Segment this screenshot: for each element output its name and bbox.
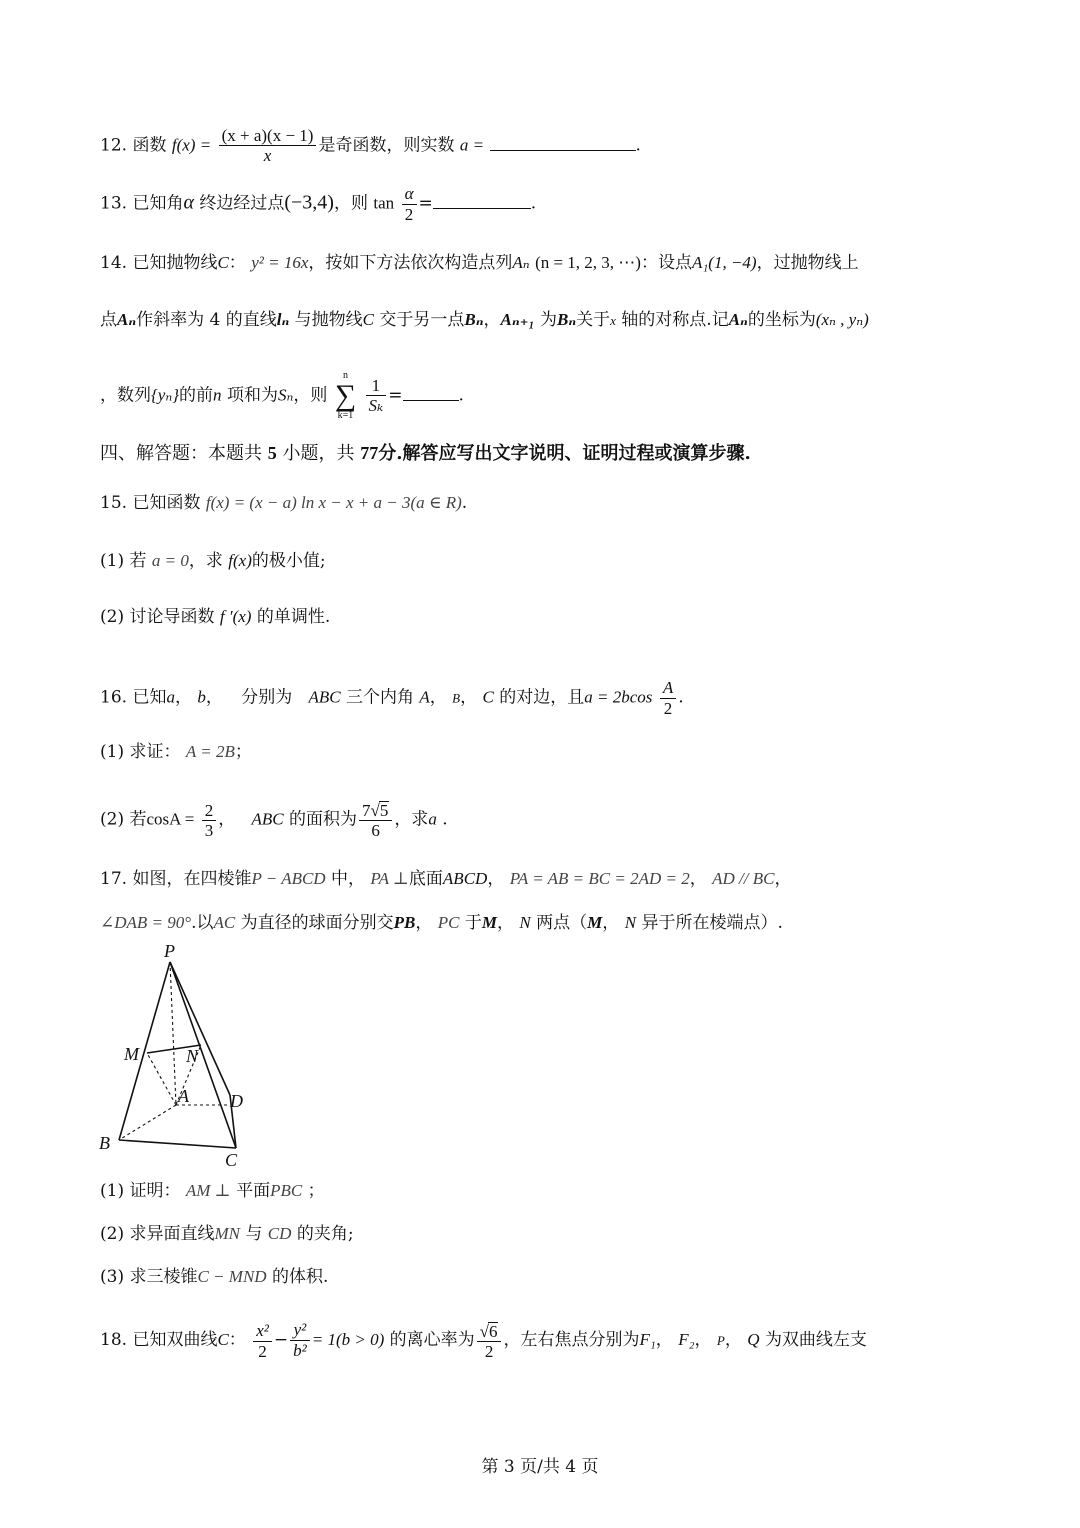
segment-AM-dashed bbox=[147, 1053, 176, 1105]
edge-BC bbox=[119, 1140, 236, 1148]
q15-number: 15. bbox=[100, 493, 128, 513]
label-A: A bbox=[178, 1086, 189, 1106]
label-M: M bbox=[124, 1044, 139, 1064]
q14-fraction: $\frac{1}{\text{Sₖ}}$ bbox=[366, 376, 387, 416]
q12-answer-blank bbox=[490, 134, 636, 151]
q13-fraction: $\frac{\alpha}{2}$ bbox=[402, 184, 417, 224]
q18-x-fraction: $\frac{\text{x²}}{2}$ bbox=[253, 1321, 272, 1361]
q13-answer-blank bbox=[433, 192, 531, 209]
q17-line-2: ∠DAB = 90°.以AC 为直径的球面分别交PB， PC 于M， N 两点（M， N 异于所在棱端点）. bbox=[100, 913, 783, 933]
q18-number: 18. bbox=[100, 1330, 128, 1350]
q16-fraction: $\frac{A}{2}$ bbox=[660, 678, 676, 718]
label-D: D bbox=[230, 1091, 243, 1111]
q12-line: 12. 函数 f(x) = $\frac{(x + a)(x - 1)}{x}$ 是奇函数，则实数 a = . bbox=[100, 126, 641, 165]
q17-part-2: (2) 求异面直线MN 与 CD 的夹角; bbox=[100, 1224, 354, 1244]
q16-part-1: (1) 求证： A = 2B； bbox=[100, 742, 252, 762]
q14-line-3: ，数列{yₙ}的前n 项和为Sₙ，则 n ∑ k=1 $\frac{1}{\text{Sₖ}}$ = . bbox=[100, 370, 464, 421]
q14-summation: n ∑ k=1 bbox=[334, 370, 357, 421]
q13-line: 13. 已知角α 终边经过点(−3,4)，则 tan $\frac{\alpha}{2}$ = . bbox=[100, 184, 537, 224]
label-C: C bbox=[225, 1150, 238, 1170]
q16-part-2: (2) 若cosA = $\frac{2}{3}$ ， ABC 的面积为 $\frac{7√5}{6}$ ，求a . bbox=[100, 800, 448, 840]
label-N: N bbox=[186, 1046, 199, 1066]
q15-part-1: (1) 若 a = 0，求 f(x)的极小值; bbox=[100, 551, 326, 571]
q16-line: 16. 已知a， b， c 分别为 ABC 三个内角 A， B， C 的对边，且a = 2bcos $\frac{A}{2}$ . bbox=[100, 678, 684, 718]
q15-line: 15. 已知函数 f(x) = (x − a) ln x − x + a − 3(a ∈ R). bbox=[100, 493, 468, 513]
q17-part-3: (3) 求三棱锥C − MND 的体积. bbox=[100, 1267, 329, 1287]
q14-line-2: 点Aₙ作斜率为 4 的直线lₙ 与抛物线C 交于另一点Bₙ，Aₙ₊₁ 为Bₙ关于x 轴的对称点.记Aₙ的坐标为(xₙ , yₙ) bbox=[100, 310, 869, 330]
q12-fraction: $\frac{(x + a)(x - 1)}{x}$ bbox=[219, 126, 317, 166]
q13-number: 13. bbox=[100, 193, 128, 214]
q18-line: 18. 已知双曲线C： $\frac{\text{x²}}{2}$ − $\frac{\text{y²}}{\text{b²}}$ = 1(b > 0) 的离心率为 $\frac{√6}{2}$ ，左右焦点分别为F₁， F₂， P， Q 为双曲线左支 bbox=[100, 1320, 867, 1361]
q16-area-fraction: $\frac{7√5}{6}$ bbox=[359, 800, 392, 840]
q15-part-2: (2) 讨论导函数 f ′(x) 的单调性. bbox=[100, 607, 331, 627]
q18-eccentricity: $\frac{√6}{2}$ bbox=[477, 1321, 502, 1361]
q16-cos-fraction: $\frac{2}{3}$ bbox=[202, 801, 217, 840]
pyramid-figure bbox=[92, 940, 262, 1172]
edge-PA-dashed bbox=[170, 962, 176, 1105]
q16-number: 16. bbox=[100, 687, 128, 708]
q17-number: 17. bbox=[100, 869, 128, 889]
label-P: P bbox=[164, 941, 175, 961]
section-4-header: 四、解答题：本题共 5 小题，共 77分.解答应写出文字说明、证明过程或演算步骤. bbox=[100, 443, 751, 464]
edge-PC bbox=[170, 962, 236, 1148]
q18-y-fraction: $\frac{\text{y²}}{\text{b²}}$ bbox=[290, 1320, 310, 1361]
edge-PD bbox=[170, 962, 230, 1095]
q17-line-1: 17. 如图，在四棱锥P − ABCD 中， PA ⊥底面ABCD， PA = AB = BC = 2AD = 2， AD // BC， bbox=[100, 869, 792, 889]
q17-part-1: (1) 证明： AM ⊥ 平面PBC ； bbox=[100, 1181, 325, 1201]
q14-answer-blank bbox=[403, 384, 459, 401]
page-footer: 第 3 页/共 4 页 bbox=[481, 1457, 599, 1477]
q14-number: 14. bbox=[100, 253, 128, 273]
label-B: B bbox=[99, 1133, 110, 1153]
q14-line-1: 14. 已知抛物线C： y² = 16x，按如下方法依次构造点列Aₙ (n = 1, 2, 3, ⋯)：设点A₁(1, −4)，过抛物线上 bbox=[100, 253, 859, 273]
q12-number: 12. bbox=[100, 135, 128, 156]
